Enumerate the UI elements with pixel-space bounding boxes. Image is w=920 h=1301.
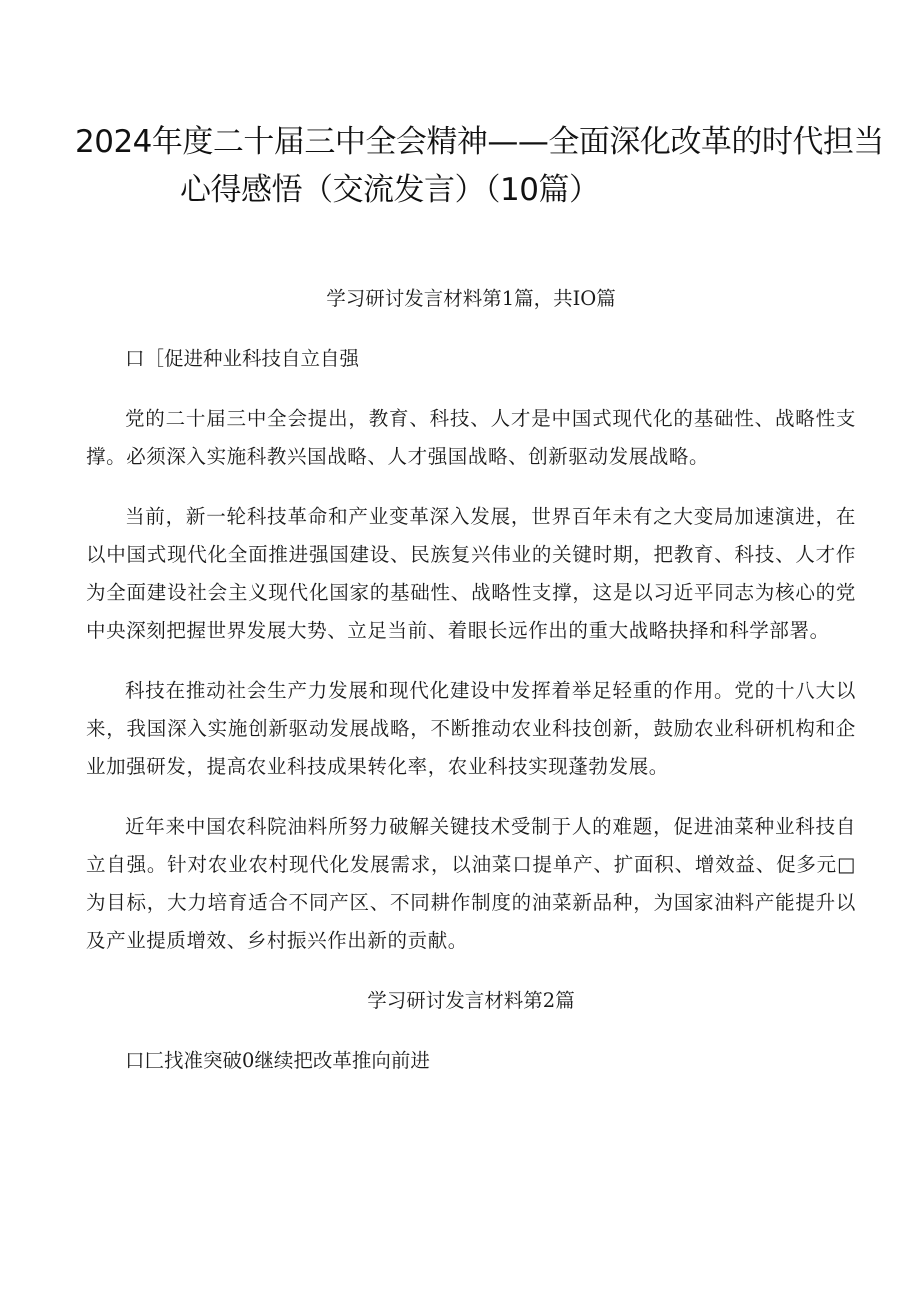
document-body: [86, 280, 856, 1102]
section-1-subheading: 口［促进种业科技自立自强: [125, 347, 360, 370]
section-2-subheading: 口匚找准突破0继续把改革推向前进: [125, 1049, 430, 1072]
section-1-paragraph-3: 科技在推动社会生产力发展和现代化建设中发挥着举足轻重的作用。党的十八大以来，我国深入实施创新驱动发展战略，不断推动农业科技创新，鼓励农业科研机构和企业加强研发，提高农业科技成果转化率，农业科技实现蓬勃发展。: [86, 679, 856, 778]
section-1-heading: 学习研讨发言材料第1篇，共IO篇: [326, 287, 616, 310]
section-2-heading: 学习研讨发言材料第2篇: [367, 989, 575, 1012]
section-1-paragraph-4: 近年来中国农科院油料所努力破解关键技术受制于人的难题，促进油菜种业科技自立自强。针对农业农村现代化发展需求，以油菜口提单产、扩面积、增效益、促多元□为目标，大力培育适合不同产区、不同耕作制度的油菜新品种，为国家油料产能提升以及产业提质增效、乡村振兴作出新的贡献。: [86, 815, 856, 952]
document-title-line-1: 2024年度二十届三中全会精神——全面深化改革的时代担当: [75, 124, 884, 160]
document-title: [0, 118, 920, 214]
section-1-paragraph-1: 党的二十届三中全会提出，教育、科技、人才是中国式现代化的基础性、战略性支撑。必须深入实施科教兴国战略、人才强国战略、创新驱动发展战略。: [86, 407, 856, 468]
document-title-line-2: 心得感悟（交流发言）（10篇）: [180, 172, 600, 208]
section-1-paragraph-2: 当前，新一轮科技革命和产业变革深入发展，世界百年未有之大变局加速演进，在以中国式现代化全面推进强国建设、民族复兴伟业的关键时期，把教育、科技、人才作为全面建设社会主义现代化国家的基础性、战略性支撑，这是以习近平同志为核心的党中央深刻把握世界发展大势、立足当前、着眼长远作出的重大战略抉择和科学部署。: [86, 505, 856, 642]
